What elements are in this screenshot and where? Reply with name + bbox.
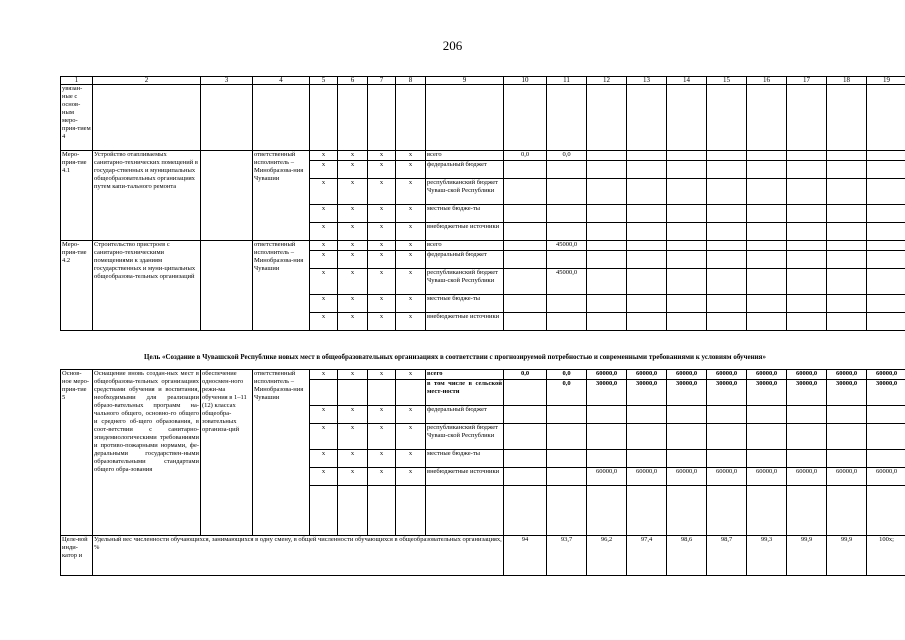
row-code: Целе-вой инди-катор и [61, 536, 93, 576]
col-header: 17 [787, 77, 827, 85]
value-cell: 60000,0 [747, 370, 787, 380]
not-applicable-mark: х [338, 370, 368, 380]
funding-source: всего [426, 241, 504, 251]
measure-name: Устройство отапливаемых санитарно-технических помещений в государ-ственных и муниципальных общеобразовательных организациях путем капи-тального ремонта [93, 151, 201, 241]
not-applicable-mark: х [310, 424, 338, 450]
col-header: 7 [368, 77, 396, 85]
not-applicable-mark: х [310, 241, 338, 251]
row-code: Основ-ное меро-прия-тие 5 [61, 370, 93, 536]
executor: ответственный исполнитель – Минобразова-ния Чувашии [253, 151, 310, 241]
col-header: 6 [338, 77, 368, 85]
not-applicable-mark: х [396, 468, 426, 486]
not-applicable-mark: х [396, 295, 426, 313]
value-cell: 30000,0 [627, 380, 667, 406]
col-header: 13 [627, 77, 667, 85]
not-applicable-mark: х [338, 223, 368, 241]
not-applicable-mark: х [338, 468, 368, 486]
value-cell: 30000,0 [707, 380, 747, 406]
value-cell: 98,7 [707, 536, 747, 576]
not-applicable-mark: х [368, 468, 396, 486]
not-applicable-mark: х [396, 151, 426, 161]
not-applicable-mark: х [396, 450, 426, 468]
value-cell: 0,0 [547, 370, 587, 380]
not-applicable-mark: х [368, 295, 396, 313]
row-code: увязан-ные с основ-ным меро-прия-тием 4 [61, 85, 93, 151]
not-applicable-mark: х [338, 269, 368, 295]
value-cell: 30000,0 [587, 380, 627, 406]
value-cell: 94 [504, 536, 547, 576]
funding-source: внебюджетные источники [426, 223, 504, 241]
value-cell: 45000,0 [547, 241, 587, 251]
value-cell: 60000,0 [827, 468, 867, 486]
not-applicable-mark: х [338, 161, 368, 179]
target-text: обеспечение односмен-ного режи-ма обучения в 1–11 (12) классах общеобра-зовательных организа-ций [201, 370, 253, 536]
value-cell: 30000,0 [747, 380, 787, 406]
not-applicable-mark: х [310, 450, 338, 468]
table-row [61, 85, 905, 151]
col-header: 19 [867, 77, 905, 85]
not-applicable-mark: х [368, 179, 396, 205]
value-cell: 60000,0 [627, 370, 667, 380]
funding-source: внебюджетные источники [426, 468, 504, 486]
indicator-text: Удельный вес численности обучающихся, занимающихся в одну смену, в общей численности обучающихся в общеобразовательных организациях, % [93, 536, 504, 576]
goal-heading: Цель «Создание в Чувашской Республике новых мест в общеобразовательных организациях в соответствии с прогнозируемой потребностью и современными требованиями к условиям обучения» [144, 353, 766, 361]
table-row [61, 370, 905, 380]
not-applicable-mark: х [368, 424, 396, 450]
row-code: Меро-прия-тие 4.1 [61, 151, 93, 241]
measure-name: Строительство пристроев с санитарно-техническими помещениями к зданиям государственных и муни-ципальных общеобразова-тельных организаций [93, 241, 201, 331]
col-header: 3 [201, 77, 253, 85]
not-applicable-mark: х [368, 241, 396, 251]
funding-source: всего [426, 370, 504, 380]
not-applicable-mark: х [338, 205, 368, 223]
col-header: 9 [426, 77, 504, 85]
not-applicable-mark: х [310, 406, 338, 424]
not-applicable-mark: х [396, 313, 426, 331]
value-cell: 97,4 [627, 536, 667, 576]
funding-source: в том числе в сельской мест-ности [426, 380, 504, 406]
not-applicable-mark: х [338, 295, 368, 313]
value-cell: 0,0 [504, 151, 547, 161]
value-cell [504, 380, 547, 406]
value-cell: 60000,0 [827, 370, 867, 380]
value-cell: 60000,0 [747, 468, 787, 486]
value-cell: 60000,0 [587, 370, 627, 380]
col-header: 16 [747, 77, 787, 85]
value-cell: 45000,0 [547, 269, 587, 295]
funding-source: республиканский бюджет Чуваш-ской Республики [426, 269, 504, 295]
col-header: 8 [396, 77, 426, 85]
not-applicable-mark: х [338, 151, 368, 161]
program-table-bottom [60, 369, 905, 576]
not-applicable-mark: х [310, 205, 338, 223]
not-applicable-mark: х [368, 223, 396, 241]
value-cell: 60000,0 [707, 468, 747, 486]
col-header: 4 [253, 77, 310, 85]
not-applicable-mark: х [396, 251, 426, 269]
col-header: 5 [310, 77, 338, 85]
col-header: 10 [504, 77, 547, 85]
value-cell: 99,9 [787, 536, 827, 576]
table-row [61, 151, 905, 161]
value-cell: 0,0 [547, 380, 587, 406]
page-number: 206 [442, 38, 463, 53]
not-applicable-mark: х [396, 269, 426, 295]
col-header: 11 [547, 77, 587, 85]
not-applicable-mark: х [368, 251, 396, 269]
funding-source: федеральный бюджет [426, 251, 504, 269]
col-header: 2 [93, 77, 201, 85]
not-applicable-mark: х [338, 313, 368, 331]
value-cell: 30000,0 [667, 380, 707, 406]
row-code: Меро-прия-тие 4.2 [61, 241, 93, 331]
funding-source: всего [426, 151, 504, 161]
executor: ответственный исполнитель – Минобразова-ния Чувашии [253, 241, 310, 331]
value-cell: 30000,0 [827, 380, 867, 406]
not-applicable-mark: х [310, 161, 338, 179]
not-applicable-mark: х [396, 179, 426, 205]
not-applicable-mark: х [338, 241, 368, 251]
not-applicable-mark: х [310, 151, 338, 161]
not-applicable-mark: х [368, 313, 396, 331]
value-cell: 60000,0 [787, 370, 827, 380]
not-applicable-mark: х [338, 450, 368, 468]
funding-source: республиканский бюджет Чуваш-ской Республики [426, 179, 504, 205]
value-cell [547, 468, 587, 486]
funding-source: местные бюдже-ты [426, 295, 504, 313]
col-header: 1 [61, 77, 93, 85]
col-header: 15 [707, 77, 747, 85]
value-cell: 60000,0 [867, 468, 905, 486]
value-cell: 0,0 [504, 370, 547, 380]
value-cell [504, 468, 547, 486]
column-number-row [61, 77, 905, 85]
value-cell: 96,2 [587, 536, 627, 576]
measure-name: Оснащение вновь создан-ных мест в общеобразова-тельных организациях средствами обучения и воспитания, необходимыми для реализации образо-вательных программ на-чального общего, основно-го общего и среднего об-щего образования, в соот-ветствии с санитарно-эпидемиологическими требованиями и противо-пожарными нормами, фе-деральными государствен-ными образовательными стандартами общего обра-зования [93, 370, 201, 536]
col-header: 14 [667, 77, 707, 85]
funding-source: местные бюдже-ты [426, 450, 504, 468]
not-applicable-mark: х [368, 161, 396, 179]
not-applicable-mark: х [338, 251, 368, 269]
funding-source: местные бюдже-ты [426, 205, 504, 223]
not-applicable-mark: х [310, 370, 338, 380]
not-applicable-mark: х [396, 406, 426, 424]
value-cell: 0,0 [547, 151, 587, 161]
value-cell: 99,3 [747, 536, 787, 576]
not-applicable-mark: х [368, 450, 396, 468]
funding-source: республиканский бюджет Чуваш-ской Республики [426, 424, 504, 450]
value-cell: 99,9 [827, 536, 867, 576]
not-applicable-mark: х [368, 370, 396, 380]
value-cell: 60000,0 [587, 468, 627, 486]
indicator-row [61, 536, 905, 576]
program-table-top [60, 76, 905, 331]
not-applicable-mark: х [396, 424, 426, 450]
not-applicable-mark: х [310, 179, 338, 205]
value-cell: 60000,0 [707, 370, 747, 380]
value-cell: 93,7 [547, 536, 587, 576]
not-applicable-mark: х [396, 205, 426, 223]
not-applicable-mark: х [310, 295, 338, 313]
executor: ответственный исполнитель – Минобразова-ния Чувашии [253, 370, 310, 536]
not-applicable-mark: х [338, 424, 368, 450]
value-cell: 60000,0 [787, 468, 827, 486]
not-applicable-mark: х [310, 468, 338, 486]
not-applicable-mark: х [396, 241, 426, 251]
funding-source: внебюджетные источники [426, 313, 504, 331]
not-applicable-mark: х [310, 251, 338, 269]
not-applicable-mark: х [368, 406, 396, 424]
value-cell: 98,6 [667, 536, 707, 576]
funding-source: федеральный бюджет [426, 406, 504, 424]
col-header: 12 [587, 77, 627, 85]
not-applicable-mark: х [368, 151, 396, 161]
col-header: 18 [827, 77, 867, 85]
value-cell: 60000,0 [667, 468, 707, 486]
value-cell: 100х; [867, 536, 905, 576]
not-applicable-mark: х [396, 223, 426, 241]
value-cell: 60000,0 [867, 370, 905, 380]
not-applicable-mark: х [310, 223, 338, 241]
not-applicable-mark: х [338, 179, 368, 205]
not-applicable-mark: х [310, 313, 338, 331]
value-cell: 60000,0 [667, 370, 707, 380]
table-row [61, 241, 905, 251]
value-cell: 30000,0 [787, 380, 827, 406]
not-applicable-mark: х [368, 205, 396, 223]
value-cell: 60000,0 [627, 468, 667, 486]
not-applicable-mark: х [310, 269, 338, 295]
not-applicable-mark: х [396, 370, 426, 380]
not-applicable-mark: х [396, 161, 426, 179]
value-cell: 30000,0 [867, 380, 905, 406]
not-applicable-mark: х [368, 269, 396, 295]
funding-source: федеральный бюджет [426, 161, 504, 179]
not-applicable-mark: х [338, 406, 368, 424]
